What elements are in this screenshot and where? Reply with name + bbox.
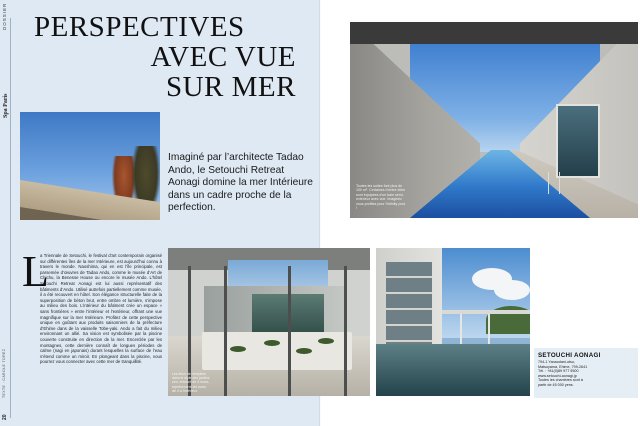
pool-ladder [548, 172, 560, 194]
info-line: www.setouchi-aonagi.jp [538, 373, 577, 378]
window-mullion [288, 266, 291, 396]
info-title: SETOUCHI AONAGI [538, 352, 601, 359]
spine-rule [10, 18, 11, 418]
canopy-slab [436, 310, 530, 314]
concrete-ceiling [350, 22, 638, 44]
author-credit: TEXTE : CAROLE TOREZ [2, 348, 6, 398]
lead-paragraph: Imaginé par l’architecte Tadao Ando, le Setouchi Retreat Aonagi domine la mer Intérieure dans un cadre proche de la perfection. [168, 152, 313, 214]
title-line-2: AVEC VUE [150, 41, 296, 73]
window-mullion [224, 266, 227, 396]
info-line: Tél. : +81(0)89 977 9500 [538, 369, 579, 374]
pool-caption: Toutes les suites font plus de 100 m². Certaines d’entre elles sont équipées d’un bain semi-extérieur avec vue. Imaginez vous profitez pour l’infinity pool ! [356, 184, 406, 211]
sky-terrace-photo [20, 112, 160, 220]
shrub [264, 340, 280, 346]
title-line-3: SUR MER [165, 71, 296, 103]
article-title [34, 12, 296, 102]
window-mullion [344, 266, 347, 396]
exterior-photo [376, 248, 530, 396]
body-paragraph: a Triennale de Setouchi, le festival d’art contemporain organisé sur différentes îles de la mer Intérieure, est aujourd’hui connu à travers le monde. Naoshima, qui en est l’île principale, est parsemée d’œuvres de Tadao Ando, comme le musée d’Art de Chichu, la Benesse House ou encore le musée Ando. L’hôtel Setouchi Retreat Aonagi est lui aussi représentatif des bâtiments d’Ando. Utilisé autrefois partiellement comme musée, il a été recouvert en hôtel. Son élégance structurelle faite de la superposition de béton brut, entre ombre et lumière, s’impose au milieu des bois. L’intérieur du bâtiment crée un espace « sans frontières » entre l’intérieur et l’extérieur, offrant une vue magnifique sur la mer Intérieure. Profitez de cette perspective unique en goûtant aux produits saisonniers de la préfecture d’Ehime dans de la vaisselle Tobe-yaki. Ando a fait du milieu environnant un allié. Sa vision est symbolisée par la piscine couverte construite en direction de la mer. Encerclée par les montagnes, cette dernière connaît de longues périodes de calme (nagi en japonais) durant lesquelles la surface de l’eau s’étend comme un miroir. En plongeant dans la piscine, vous pourrez vous connecter avec cette mer de tranquillité. [40, 253, 162, 365]
shrub [318, 338, 334, 344]
info-line: partir de 45 000 yens. [538, 382, 574, 387]
shrub [296, 348, 312, 354]
title-line-1: PERSPECTIVES [34, 11, 245, 43]
drop-cap: L [22, 247, 49, 296]
info-details [538, 360, 634, 388]
cloud [494, 280, 530, 300]
info-line: 794-1 Yanaodani-otsu, [538, 360, 575, 364]
magazine-brand: Spa Paris [3, 93, 9, 118]
section-rubric: DOSSIER [2, 2, 7, 30]
info-line: Toutes les chambres sont à [538, 378, 583, 383]
glass-window [556, 104, 600, 178]
info-line: Matsuyama, Ehime, 799-2641 [538, 364, 588, 369]
body-column [40, 253, 162, 365]
page-number: 20 [2, 414, 8, 420]
shrub [230, 346, 246, 352]
reflecting-pool [376, 344, 530, 396]
courtyard-caption: Les lieux de réception dans le style des jardins zen, entouré de 4 murs, représentent les murs de 4 à l’intérieur. [172, 372, 210, 393]
